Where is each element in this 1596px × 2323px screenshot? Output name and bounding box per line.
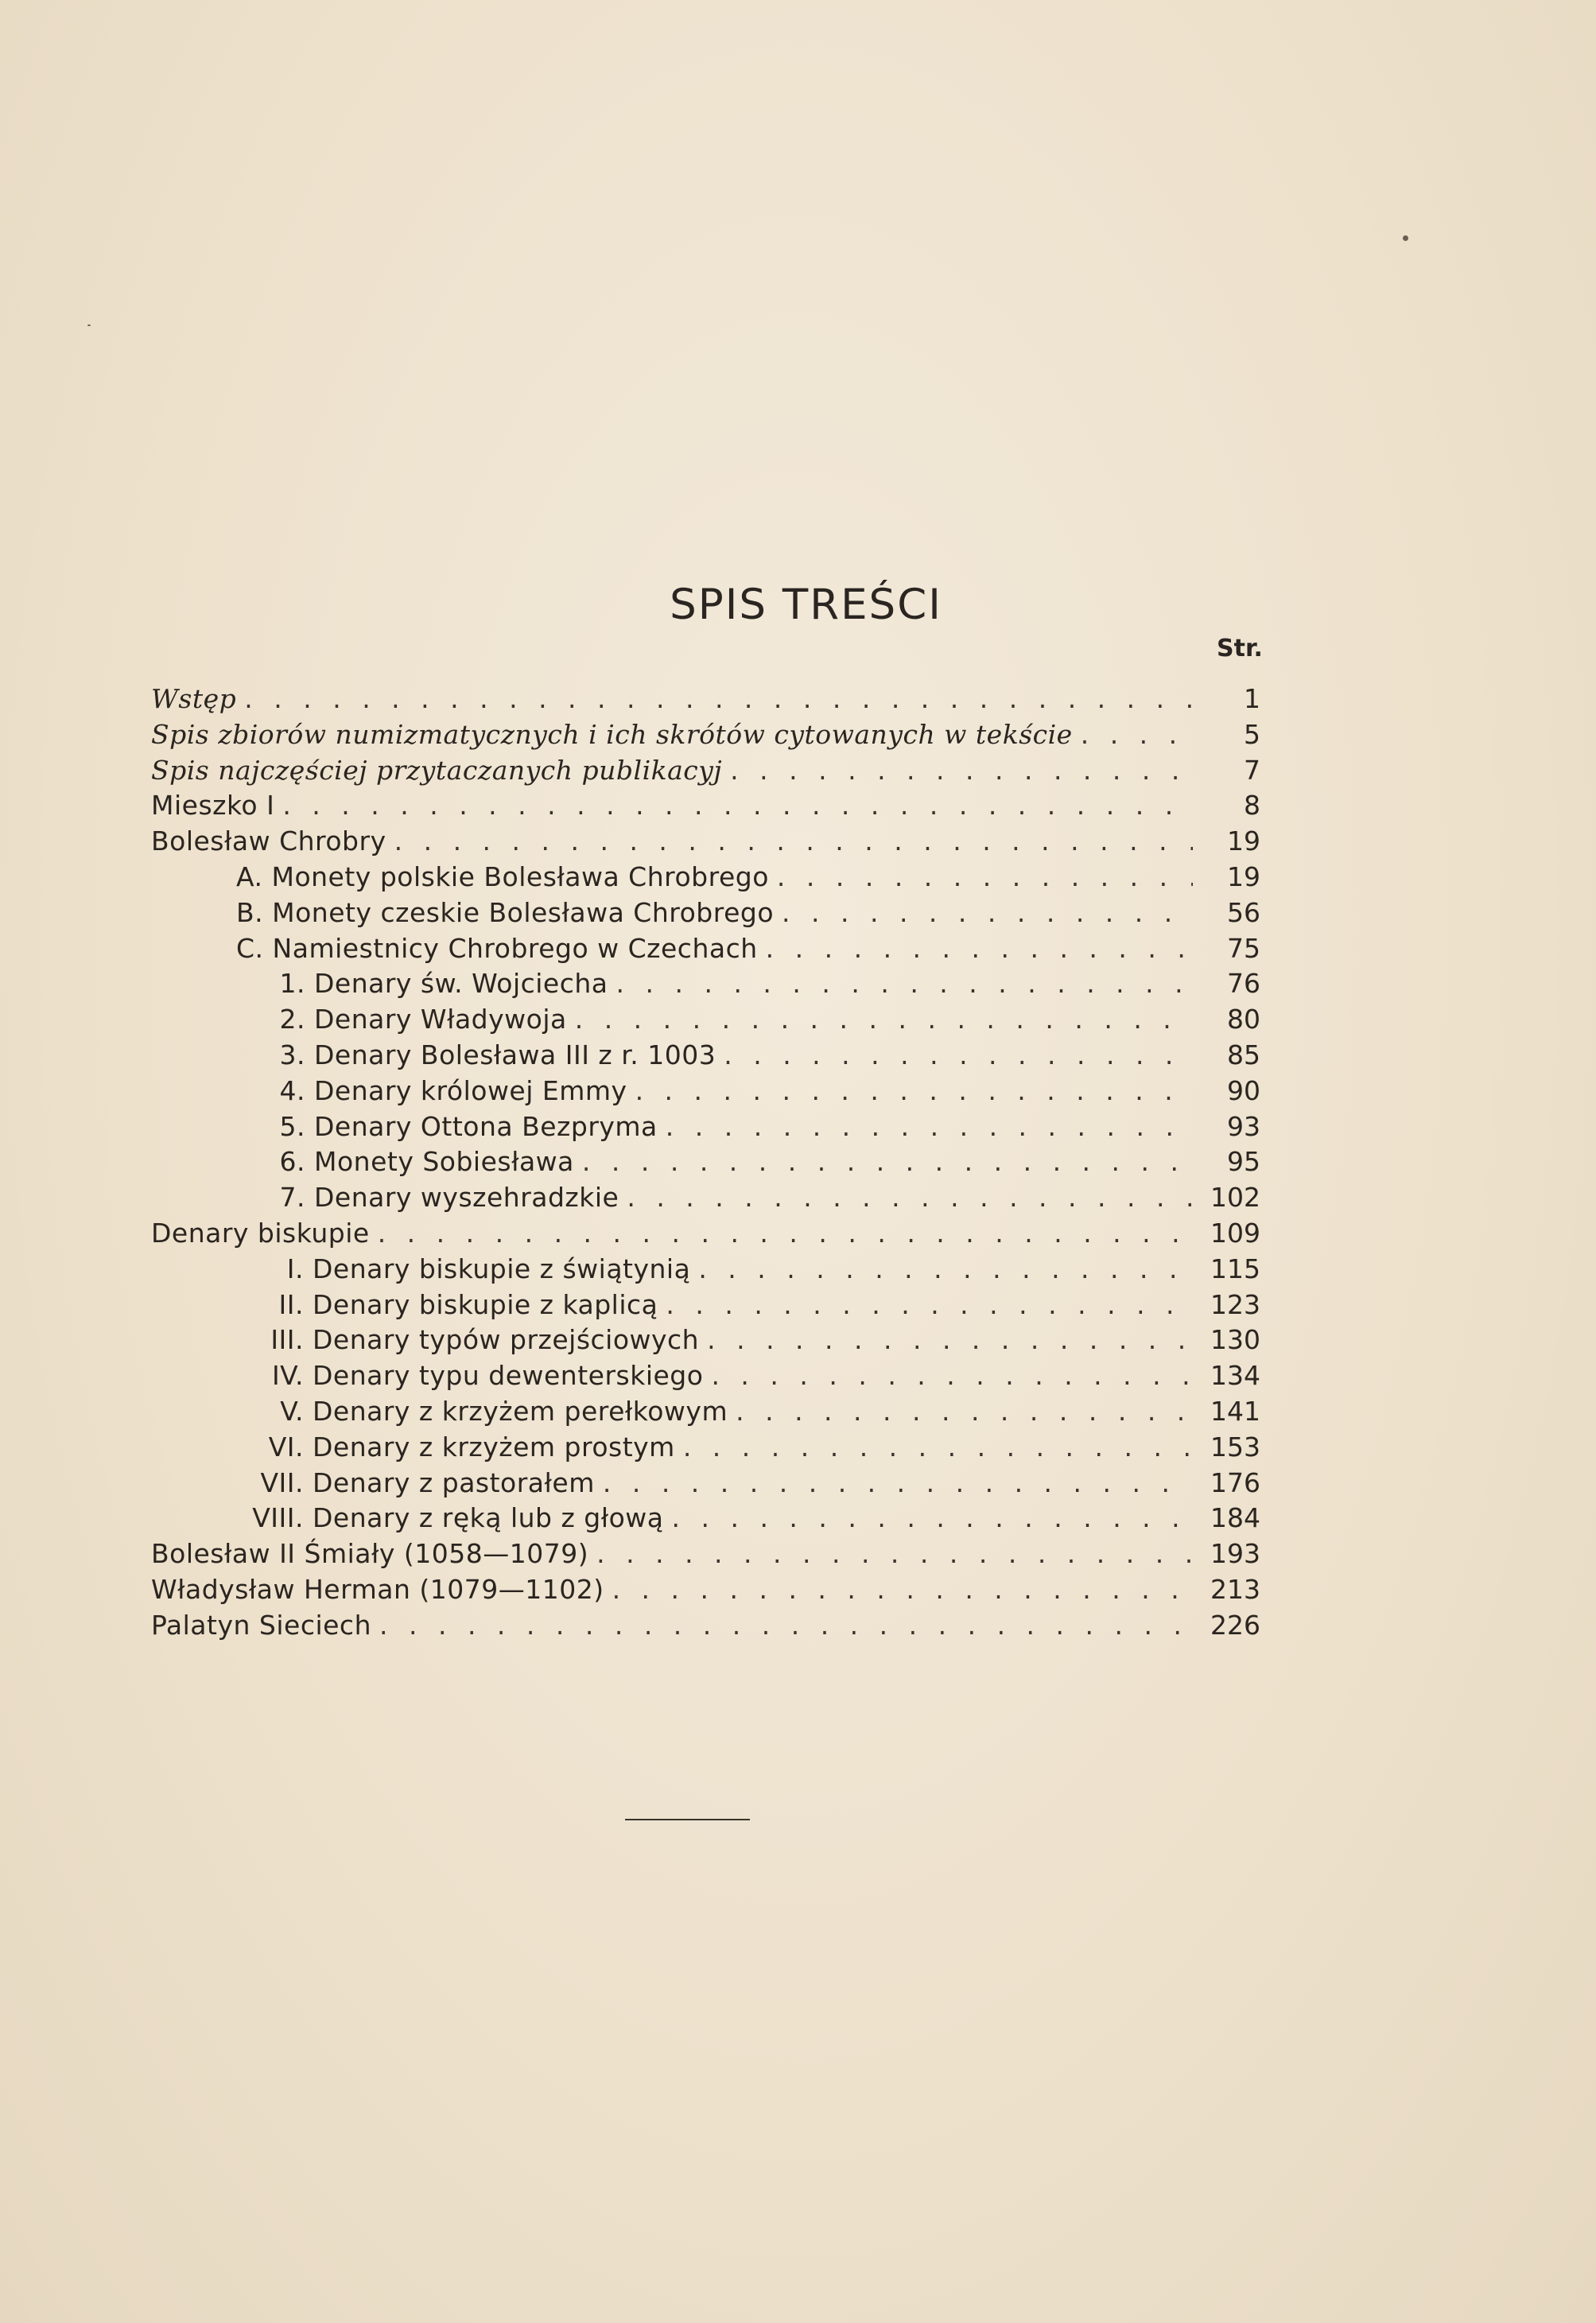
toc-entry: [151, 682, 1260, 717]
dot-leader: [282, 788, 1193, 824]
toc-entry: [151, 717, 1260, 753]
toc-entry-label: Spis zbiorów numizmatycznych i ich skrótów cytowanych w tekście: [151, 718, 1073, 750]
toc-entry-number: VIII.: [252, 1502, 304, 1534]
paper-speck: [1403, 235, 1408, 241]
toc-entry-label: Denary typów przejściowych: [313, 1324, 700, 1356]
toc-entry-number: C.: [236, 932, 264, 964]
toc-entry: [151, 1323, 1260, 1358]
toc-entry-page: 5: [1244, 718, 1260, 750]
dot-leader: [711, 1358, 1193, 1394]
toc-entry-page: 176: [1210, 1466, 1260, 1498]
page-title: SPIS TREŚCI: [670, 581, 942, 629]
toc-entry-label: Denary z ręką lub z głową: [313, 1502, 664, 1534]
dot-leader: [698, 1252, 1193, 1288]
dot-leader: [666, 1288, 1193, 1323]
page-column-label: Str.: [1217, 635, 1263, 662]
toc-entry-label: Monety czeskie Bolesława Chrobrego: [272, 896, 775, 928]
toc-entry-number: 3.: [279, 1039, 305, 1070]
toc-entry-label: Mieszko I: [151, 790, 275, 822]
dot-leader: [782, 895, 1193, 931]
dot-leader: [707, 1323, 1193, 1358]
toc-entry-page: 184: [1210, 1502, 1260, 1534]
toc-entry-label: Namiestnicy Chrobrego w Czechach: [272, 932, 758, 964]
dot-leader: [596, 1536, 1193, 1572]
toc-entry-label: Monety Sobiesława: [314, 1146, 574, 1178]
dot-leader: [575, 1002, 1193, 1038]
dot-leader: [394, 824, 1193, 860]
toc-entry-page: 213: [1210, 1573, 1260, 1605]
dot-leader: [777, 860, 1193, 895]
paper-speck: [87, 324, 91, 326]
toc-entry-number: 7.: [279, 1182, 305, 1214]
toc-entry-page: 56: [1227, 896, 1260, 928]
dot-leader: [635, 1074, 1193, 1109]
toc-entry-page: 7: [1244, 754, 1260, 786]
toc-entry: [151, 1358, 1260, 1394]
toc-entry: [151, 1002, 1260, 1038]
toc-entry: [151, 1466, 1260, 1501]
dot-leader: [378, 1216, 1193, 1252]
toc-entry-label: Denary królowej Emmy: [314, 1074, 627, 1106]
toc-entry-number: II.: [278, 1288, 304, 1320]
toc-entry: [151, 931, 1260, 967]
toc-entry: [151, 753, 1260, 789]
toc-entry-page: 1: [1244, 683, 1260, 714]
dot-leader: [582, 1144, 1193, 1180]
toc-entry-label: Denary z krzyżem prostym: [313, 1431, 675, 1463]
toc-entry: [151, 1144, 1260, 1180]
toc-entry-label: Denary św. Wojciecha: [314, 968, 608, 1000]
toc-entry-page: 90: [1227, 1074, 1260, 1106]
toc-entry-page: 134: [1210, 1360, 1260, 1392]
toc-entry: [151, 860, 1260, 895]
toc-entry-label: Denary wyszehradzkie: [314, 1182, 619, 1214]
toc-entry-page: 130: [1210, 1324, 1260, 1356]
dot-leader: [672, 1501, 1194, 1536]
toc-entry: [151, 1038, 1260, 1074]
toc-entry-number: B.: [236, 896, 264, 928]
toc-entry-number: 4.: [279, 1074, 305, 1106]
toc-entry: [151, 966, 1260, 1002]
dot-leader: [736, 1394, 1193, 1430]
toc-entry-label: Denary biskupie z kaplicą: [313, 1288, 658, 1320]
dot-leader: [683, 1430, 1193, 1466]
toc-entry-label: Spis najczęściej przytaczanych publikacyj: [151, 754, 723, 786]
toc-entry-label: Denary typu dewenterskiego: [313, 1360, 704, 1392]
toc-entry-page: 75: [1227, 932, 1260, 964]
toc-entry-page: 76: [1227, 968, 1260, 1000]
dot-leader: [1081, 717, 1193, 753]
dot-leader: [666, 1109, 1193, 1145]
toc-entry-label: Denary biskupie: [151, 1217, 370, 1249]
toc-entry-label: Denary Ottona Bezpryma: [314, 1110, 658, 1142]
toc-entry-label: Palatyn Sieciech: [151, 1609, 371, 1641]
toc-entry-number: VI.: [268, 1431, 304, 1463]
toc-entry-label: Monety polskie Bolesława Chrobrego: [271, 860, 769, 892]
toc-entry: [151, 1252, 1260, 1288]
toc-entry-number: 1.: [279, 968, 305, 1000]
toc-entry-page: 226: [1210, 1609, 1260, 1641]
toc-entry-number: V.: [280, 1395, 304, 1427]
toc-entry-label: Denary Bolesława III z r. 1003: [314, 1039, 716, 1070]
toc-entry-page: 80: [1227, 1004, 1260, 1035]
toc-entry-page: 109: [1210, 1217, 1260, 1249]
toc-entry-page: 19: [1227, 825, 1260, 857]
toc-entry-label: Denary z krzyżem perełkowym: [313, 1395, 728, 1427]
toc-entry-page: 141: [1210, 1395, 1260, 1427]
toc-entry-label: Bolesław II Śmiały (1058—1079): [151, 1538, 589, 1570]
dot-leader: [724, 1038, 1193, 1074]
toc-entry-label: Denary Władywoja: [314, 1004, 567, 1035]
toc-entry-page: 153: [1210, 1431, 1260, 1463]
toc-entry-number: A.: [236, 860, 263, 892]
toc-entry-page: 115: [1210, 1253, 1260, 1284]
toc-entry-page: 193: [1210, 1538, 1260, 1570]
toc-entry-page: 8: [1244, 790, 1260, 822]
closing-rule: [625, 1819, 750, 1820]
toc-entry: [151, 1536, 1260, 1572]
toc-entry: [151, 1109, 1260, 1145]
toc-entry: [151, 788, 1260, 824]
toc-entry: [151, 1216, 1260, 1252]
toc-entry-label: Wstęp: [151, 683, 237, 714]
toc-entry: [151, 1288, 1260, 1323]
toc-entry: [151, 1430, 1260, 1466]
dot-leader: [603, 1466, 1193, 1501]
table-of-contents: [151, 682, 1260, 1644]
toc-entry-number: 5.: [279, 1110, 305, 1142]
toc-entry: [151, 824, 1260, 860]
dot-leader: [730, 753, 1193, 789]
toc-entry: [151, 1074, 1260, 1109]
toc-entry: [151, 1572, 1260, 1608]
toc-entry-number: IV.: [271, 1360, 304, 1392]
dot-leader: [766, 931, 1193, 967]
toc-entry: [151, 1501, 1260, 1536]
toc-entry-number: I.: [286, 1253, 304, 1284]
toc-entry-page: 95: [1227, 1146, 1260, 1178]
toc-entry-label: Denary biskupie z świątynią: [313, 1253, 691, 1284]
toc-entry: [151, 895, 1260, 931]
toc-entry-number: 6.: [279, 1146, 305, 1178]
toc-entry-page: 19: [1227, 860, 1260, 892]
toc-entry-label: Władysław Herman (1079—1102): [151, 1573, 604, 1605]
dot-leader: [612, 1572, 1193, 1608]
toc-entry-number: III.: [270, 1324, 304, 1356]
toc-entry-label: Bolesław Chrobry: [151, 825, 386, 857]
toc-entry-number: VII.: [260, 1466, 304, 1498]
dot-leader: [379, 1608, 1193, 1644]
toc-entry-label: Denary z pastorałem: [313, 1466, 595, 1498]
toc-entry-number: 2.: [279, 1004, 305, 1035]
toc-entry-page: 93: [1227, 1110, 1260, 1142]
dot-leader: [616, 966, 1193, 1002]
toc-entry: [151, 1394, 1260, 1430]
toc-entry: [151, 1180, 1260, 1216]
toc-entry: [151, 1608, 1260, 1644]
dot-leader: [627, 1180, 1193, 1216]
toc-entry-page: 102: [1210, 1182, 1260, 1214]
toc-entry-page: 85: [1227, 1039, 1260, 1070]
dot-leader: [244, 682, 1193, 717]
toc-entry-page: 123: [1210, 1288, 1260, 1320]
